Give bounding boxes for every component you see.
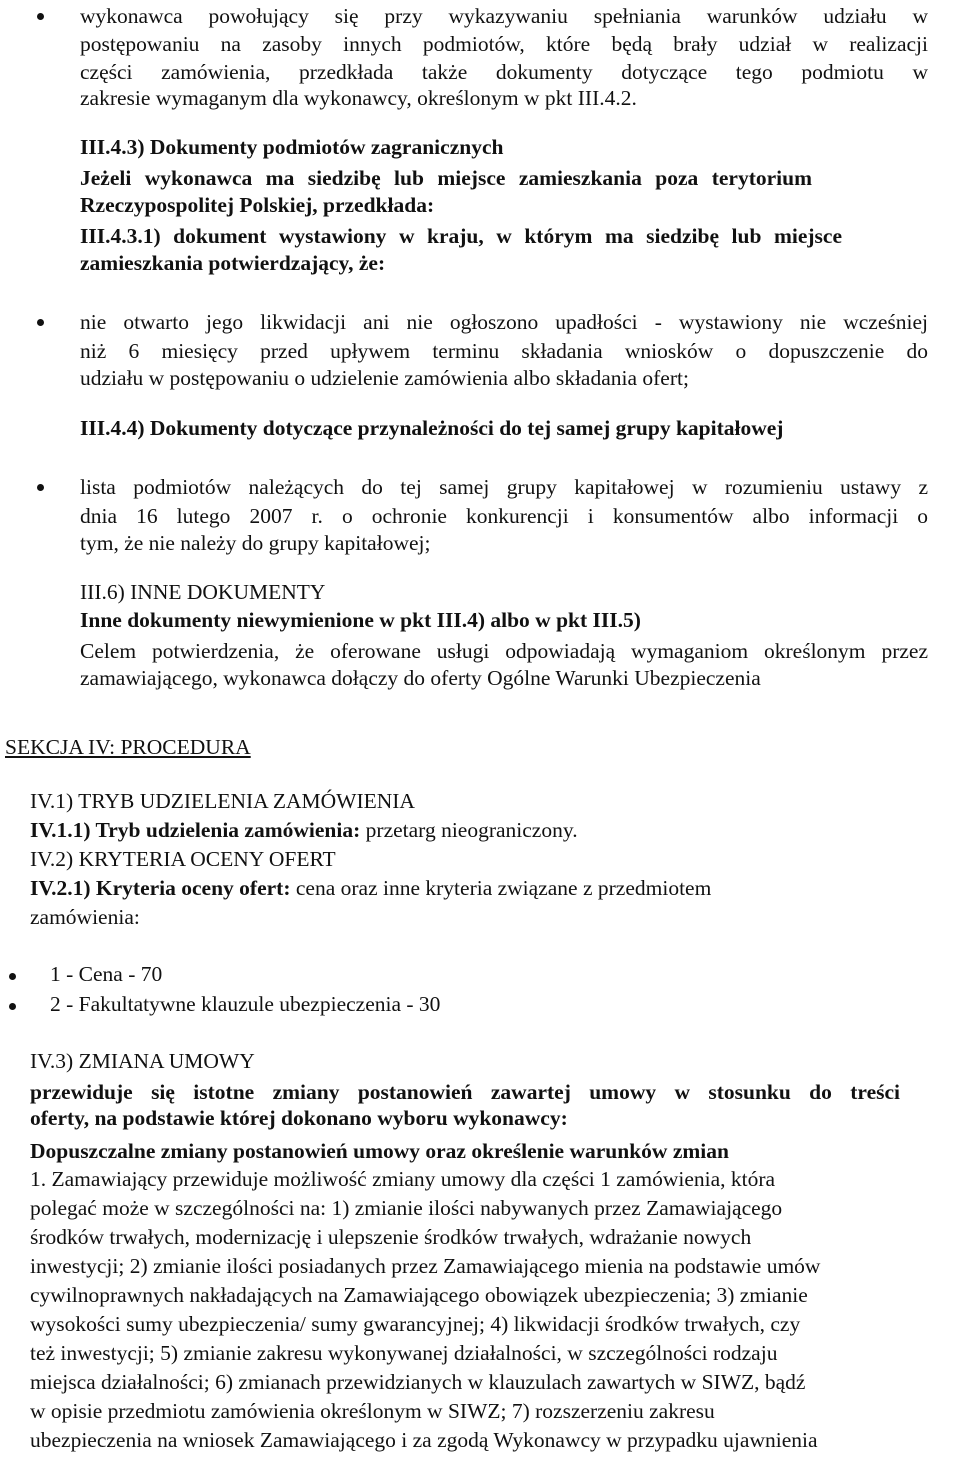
bullet-dot bbox=[37, 13, 44, 20]
iv3-body-line-10: ubezpieczenia na wniosek Zamawiającego i za zgodą Wykonawcy w przypadku ujawnienia bbox=[30, 1428, 818, 1452]
section-heading-iii-4-3: III.4.3) Dokumenty podmiotów zagranicznych bbox=[80, 135, 504, 159]
s343-intro-line-2: Rzeczypospolitej Polskiej, przedkłada: bbox=[80, 193, 435, 217]
top-bullet-line-1: wykonawca powołujący się przy wykazywaniu spełniania warunków udziału w bbox=[80, 4, 928, 28]
criteria-item-1: 1 - Cena - 70 bbox=[50, 962, 163, 986]
s36-subheading: Inne dokumenty niewymienione w pkt III.4) albo w pkt III.5) bbox=[80, 608, 641, 632]
s36-line-1: Celem potwierdzenia, że oferowane usługi odpowiadają wymaganiom określonym przez bbox=[80, 639, 928, 663]
iv3-bold-line-2: oferty, na podstawie której dokonano wyboru wykonawcy: bbox=[30, 1106, 568, 1130]
iv11-value: przetarg nieograniczony. bbox=[360, 818, 578, 842]
s36-line-2: zamawiającego, wykonawca dołączy do oferty Ogólne Warunki Ubezpieczenia bbox=[80, 666, 761, 690]
top-bullet-line-4: zakresie wymaganym dla wykonawcy, określonym w pkt III.4.2. bbox=[80, 86, 637, 110]
iv2-heading: IV.2) KRYTERIA OCENY OFERT bbox=[30, 847, 336, 871]
iv21-value: cena oraz inne kryteria związane z przedmiotem bbox=[290, 876, 712, 900]
iv3-bold-line-1: przewiduje się istotne zmiany postanowień zawartej umowy w stosunku do treści bbox=[30, 1080, 900, 1104]
iv11-label: IV.1.1) Tryb udzielenia zamówienia: bbox=[30, 818, 361, 842]
section-heading-iii-6: III.6) INNE DOKUMENTY bbox=[80, 580, 326, 604]
s344-bullet-line-2: dnia 16 lutego 2007 r. o ochronie konkurencji i konsumentów albo informacji o bbox=[80, 504, 928, 528]
s344-bullet-line-1: lista podmiotów należących do tej samej grupy kapitałowej w rozumieniu ustawy z bbox=[80, 475, 928, 499]
iv3-body-line-4: inwestycji; 2) zmianie ilości posiadanych przez Zamawiającego mienia na podstawie umów bbox=[30, 1254, 821, 1278]
iv3-body-line-9: w opisie przedmiotu zamówienia określonym w SIWZ; 7) rozszerzeniu zakresu bbox=[30, 1399, 715, 1423]
s343-bullet-line-2: niż 6 miesięcy przed upływem terminu składania wniosków o dopuszczenie do bbox=[80, 339, 928, 363]
iv1-heading: IV.1) TRYB UDZIELENIA ZAMÓWIENIA bbox=[30, 789, 415, 813]
s343-intro-line-1: Jeżeli wykonawca ma siedzibę lub miejsce zamieszkania poza terytorium bbox=[80, 166, 812, 190]
bullet-dot bbox=[37, 484, 44, 491]
iv3-body-line-8: miejsca działalności; 6) zmianach przewidzianych w klauzulach zawartych w SIWZ, bądź bbox=[30, 1370, 806, 1394]
s343-sub-line-1: III.4.3.1) dokument wystawiony w kraju, w którym ma siedzibę lub miejsce bbox=[80, 224, 842, 248]
section-title-iv: SEKCJA IV: PROCEDURA bbox=[5, 735, 251, 759]
s343-bullet-line-1: nie otwarto jego likwidacji ani nie ogłoszono upadłości - wystawiony nie wcześniej bbox=[80, 310, 928, 334]
bullet-dot bbox=[9, 1003, 16, 1010]
s344-bullet-line-3: tym, że nie należy do grupy kapitałowej; bbox=[80, 531, 431, 555]
s343-sub-line-2: zamieszkania potwierdzający, że: bbox=[80, 251, 386, 275]
iv3-sub-heading: Dopuszczalne zmiany postanowień umowy oraz określenie warunków zmian bbox=[30, 1139, 729, 1163]
criteria-item-2: 2 - Fakultatywne klauzule ubezpieczenia - 30 bbox=[50, 992, 441, 1016]
iv11-row bbox=[30, 818, 578, 843]
iv3-body-line-1: 1. Zamawiający przewiduje możliwość zmiany umowy dla części 1 zamówienia, która bbox=[30, 1167, 776, 1191]
iv3-body-line-5: cywilnoprawnych nakładających na Zamawiającego obowiązek ubezpieczenia; 3) zmianie bbox=[30, 1283, 808, 1307]
iv21-row bbox=[30, 876, 711, 901]
s343-bullet-line-3: udziału w postępowaniu o udzielenie zamówienia albo składania ofert; bbox=[80, 366, 689, 390]
top-bullet-line-2: postępowaniu na zasoby innych podmiotów, które będą brały udział w realizacji bbox=[80, 32, 928, 56]
iv3-body-line-3: środków trwałych, modernizację i ulepszenie środków trwałych, wdrażanie nowych bbox=[30, 1225, 752, 1249]
bullet-dot bbox=[37, 319, 44, 326]
top-bullet-line-3: części zamówienia, przedkłada także dokumenty dotyczące tego podmiotu w bbox=[80, 60, 928, 84]
iv3-heading: IV.3) ZMIANA UMOWY bbox=[30, 1049, 255, 1073]
section-heading-iii-4-4: III.4.4) Dokumenty dotyczące przynależności do tej samej grupy kapitałowej bbox=[80, 416, 784, 440]
iv3-body-line-2: polegać może w szczególności na: 1) zmianie ilości nabywanych przez Zamawiającego bbox=[30, 1196, 783, 1220]
bullet-dot bbox=[9, 973, 16, 980]
iv21-label: IV.2.1) Kryteria oceny ofert: bbox=[30, 876, 291, 900]
iv3-body-line-6: wysokości sumy ubezpieczenia/ sumy gwarancyjnej; 4) likwidacji środków trwałych, czy bbox=[30, 1312, 801, 1336]
iv21-value-line-2: zamówienia: bbox=[30, 905, 140, 929]
iv3-body-line-7: też inwestycji; 5) zmianie zakresu wykonywanej działalności, w szczególności rodzaju bbox=[30, 1341, 778, 1365]
